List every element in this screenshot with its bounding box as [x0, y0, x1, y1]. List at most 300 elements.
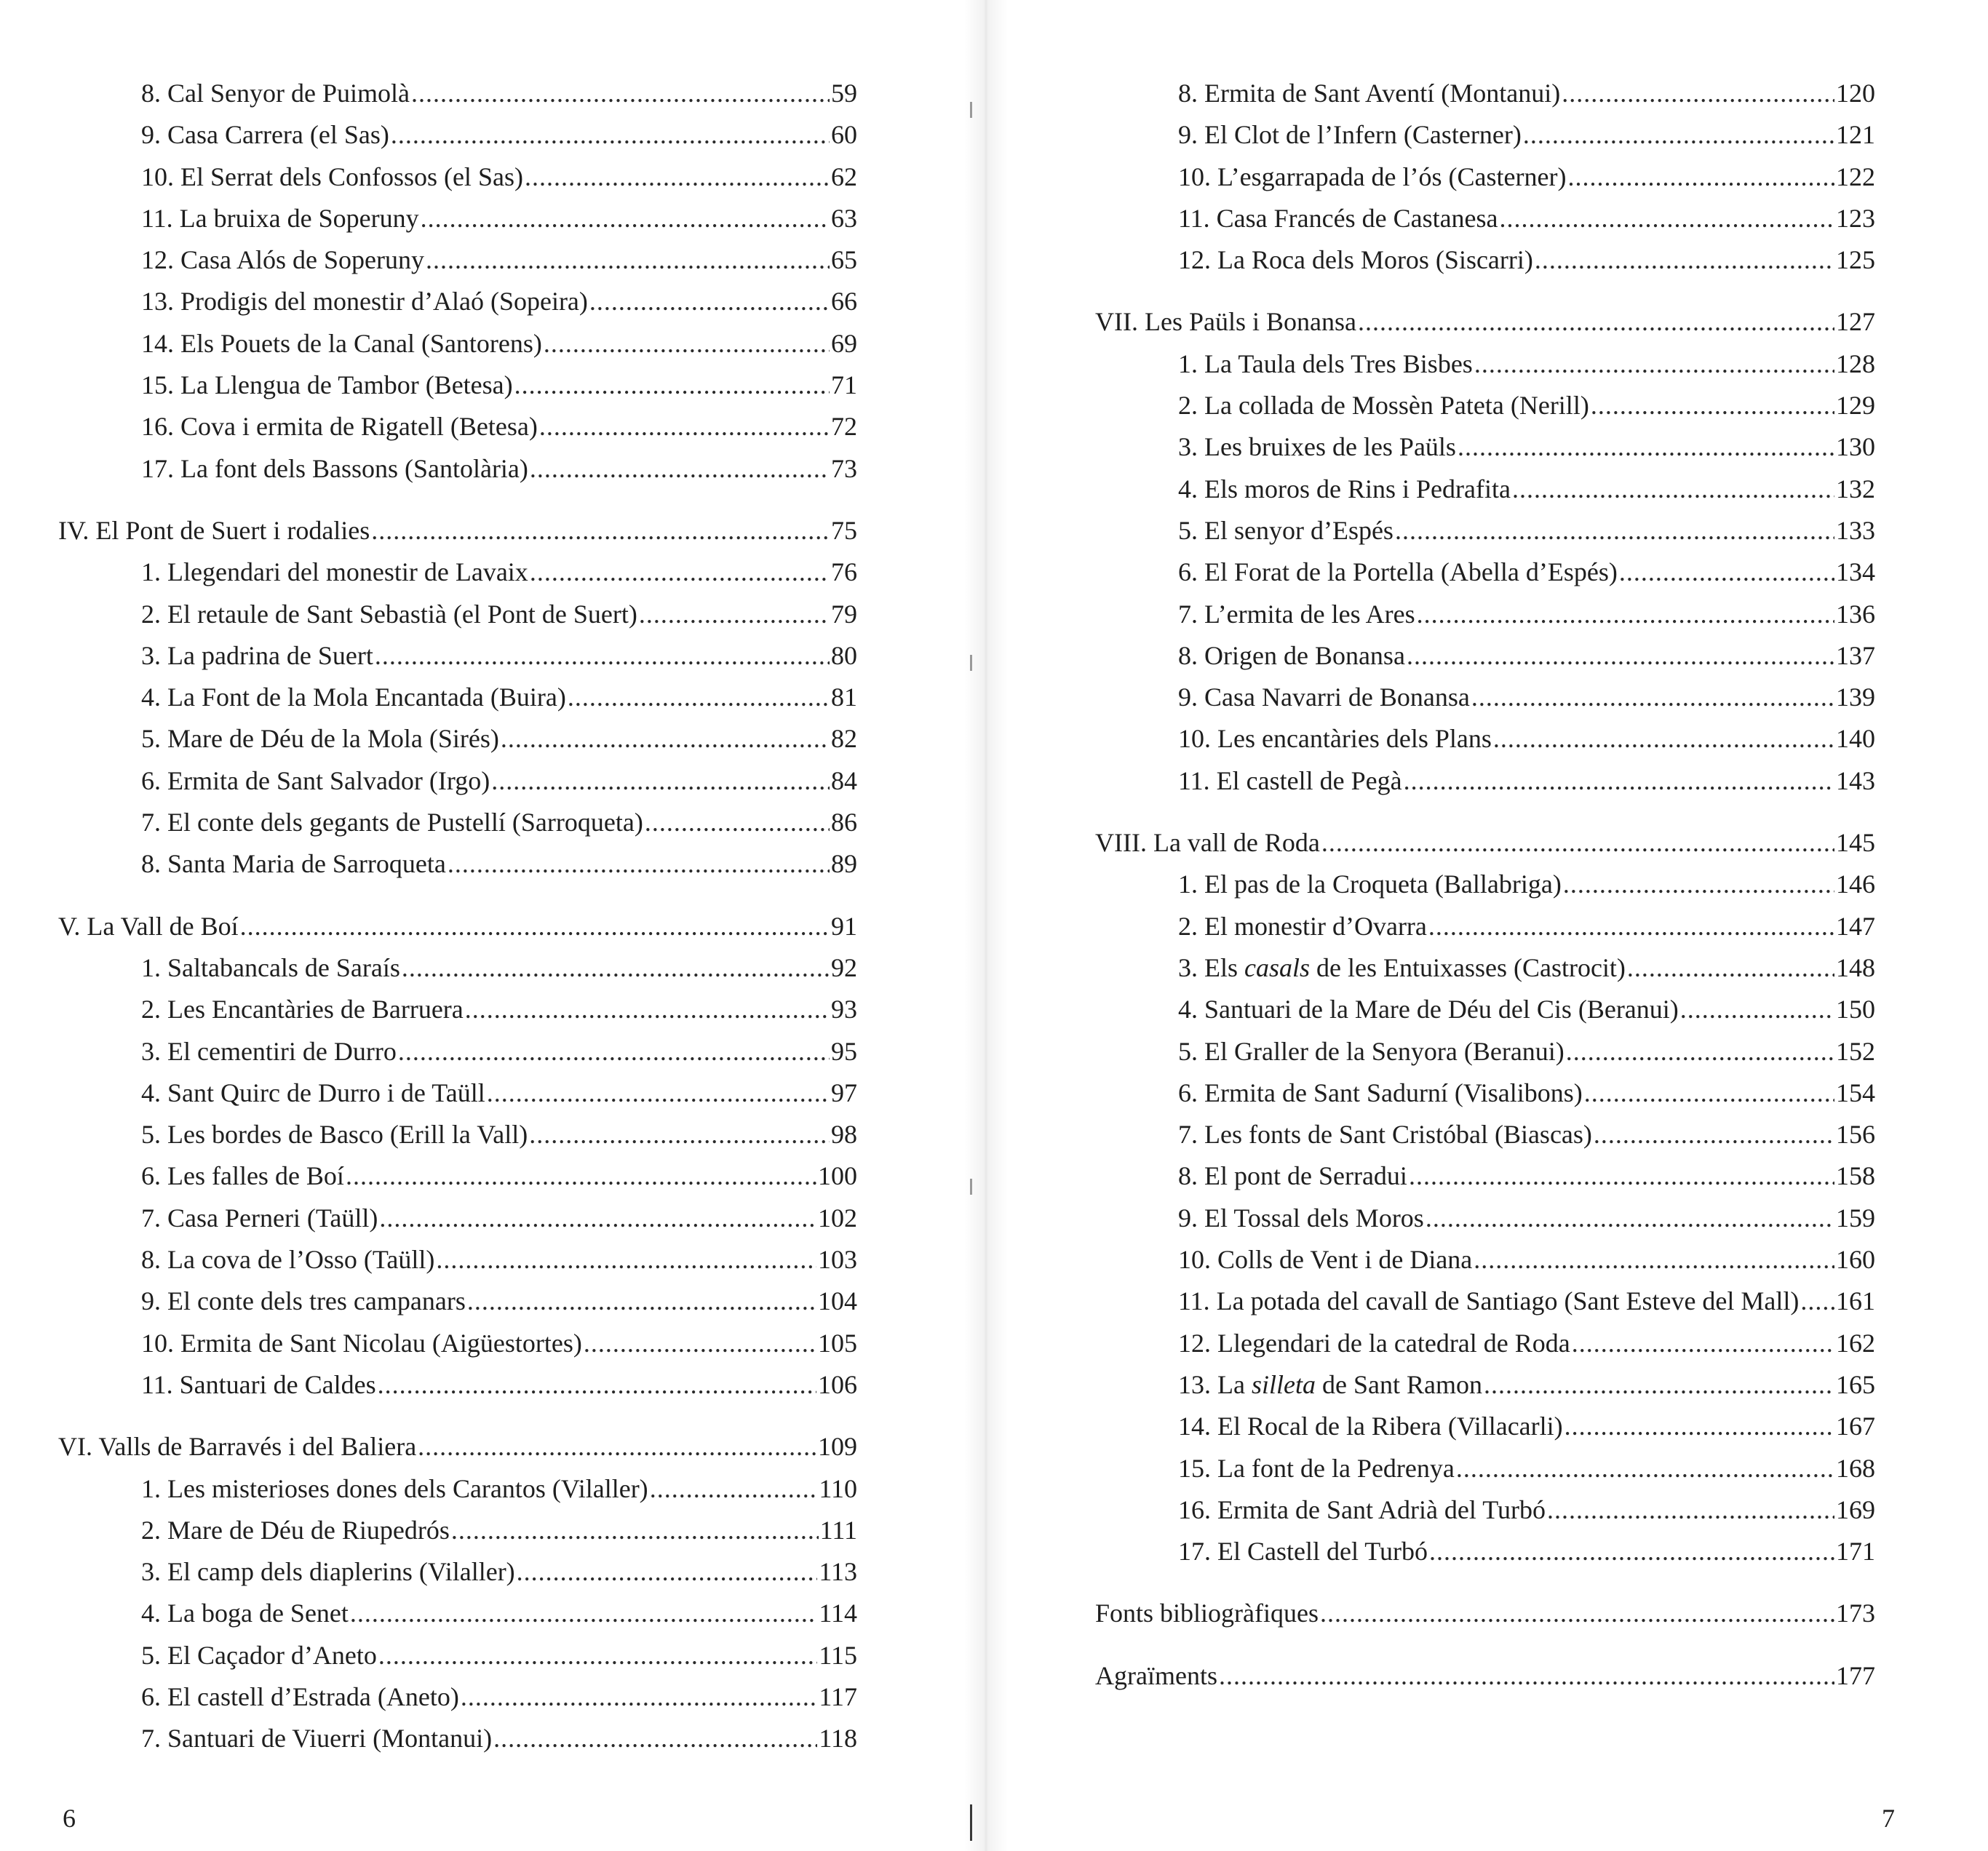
dot-leader [1320, 1593, 1834, 1634]
toc-entry-row [1095, 239, 1875, 281]
toc-page-number: 92 [831, 952, 857, 982]
toc-page-number: 93 [831, 995, 857, 1024]
toc-page-number: 73 [831, 453, 857, 483]
toc-entry-title: VIII. La vall de Roda [1095, 828, 1320, 858]
toc-page-number: 159 [1836, 1203, 1875, 1233]
toc-entry-row [58, 594, 857, 635]
toc-entry-title: 2. Les Encantàries de Barruera [141, 995, 464, 1024]
toc-entry-row [58, 156, 857, 198]
toc-entry-row [58, 1364, 857, 1406]
dot-leader [375, 635, 830, 677]
dot-leader [240, 906, 830, 947]
toc-entry-row [58, 73, 857, 114]
dot-leader [346, 1155, 816, 1197]
toc-entry-row [58, 552, 857, 593]
dot-leader [501, 718, 830, 760]
dot-leader [411, 73, 830, 114]
toc-entry-row [58, 718, 857, 760]
dot-leader [402, 947, 830, 989]
toc-page-number: 165 [1836, 1369, 1875, 1399]
page-number-left: 6 [63, 1804, 76, 1833]
toc-entry-row [58, 1676, 857, 1718]
toc-entry-row [1095, 906, 1875, 947]
toc-chapter-row [58, 510, 857, 552]
toc-entry-title: 3. El cementiri de Durro [141, 1036, 397, 1066]
toc-entry-title: 7. El conte dels gegants de Pustellí (Sarroqueta) [141, 808, 643, 837]
toc-entry-row [58, 989, 857, 1030]
toc-entry-title: 6. El Forat de la Portella (Abella d’Espés) [1178, 557, 1618, 587]
toc-entry-row [1095, 1323, 1875, 1364]
toc-entry-title: 3. El camp dels diaplerins (Vilaller) [141, 1557, 515, 1587]
dot-leader [539, 406, 830, 447]
dot-leader [493, 1718, 817, 1759]
dot-leader [378, 1635, 817, 1676]
toc-page-number: 130 [1836, 432, 1875, 462]
toc-entry-row [58, 323, 857, 365]
dot-leader [436, 1239, 816, 1281]
toc-page-number: 89 [831, 849, 857, 879]
dot-leader [1409, 1155, 1834, 1197]
toc-entry-title: 9. El Tossal dels Moros [1178, 1203, 1424, 1233]
toc-page-number: 121 [1836, 120, 1875, 150]
toc-page-number: 147 [1836, 911, 1875, 941]
toc-entry-row [58, 1031, 857, 1072]
toc-entry-row [58, 677, 857, 718]
dot-leader [451, 1510, 819, 1551]
toc-entry-row [58, 1114, 857, 1155]
toc-entry-title: 8. El pont de Serradui [1178, 1161, 1407, 1191]
dot-leader [584, 1323, 816, 1364]
toc-entry-title: Agraïments [1095, 1660, 1217, 1690]
toc-entry-title: 12. La Roca dels Moros (Siscarri) [1178, 245, 1533, 275]
toc-entry-row [58, 281, 857, 322]
dot-leader [1619, 552, 1834, 593]
toc-page-number: 62 [831, 162, 857, 191]
toc-entry-row [1095, 114, 1875, 156]
toc-entry-title: VII. Les Paüls i Bonansa [1095, 307, 1356, 337]
dot-leader [1566, 1031, 1834, 1072]
toc-page-number: 143 [1836, 765, 1875, 795]
toc-entry-row [1095, 1406, 1875, 1447]
dot-leader [1547, 1489, 1834, 1531]
dot-leader [1429, 1531, 1834, 1572]
toc-entry-title: 8. Cal Senyor de Puimolà [141, 79, 410, 108]
dot-leader [1395, 510, 1834, 552]
toc-entry-title: 6. Les falles de Boí [141, 1161, 344, 1191]
toc-page-number: 102 [818, 1203, 857, 1233]
toc-entry-title: 5. El Graller de la Senyora (Beranui) [1178, 1036, 1564, 1066]
toc-entry-title: 11. La potada del cavall de Santiago (Sant Esteve del Mall) [1178, 1286, 1800, 1316]
dot-leader [1523, 114, 1834, 156]
toc-entry-title: 6. El castell d’Estrada (Aneto) [141, 1681, 459, 1711]
toc-entry-title: 17. La font dels Bassons (Santolària) [141, 453, 528, 483]
toc-entry-title: 15. La Llengua de Tambor (Betesa) [141, 370, 513, 400]
toc-entry-row [58, 448, 857, 490]
toc-page-number: 84 [831, 765, 857, 795]
toc-page-number: 156 [1836, 1120, 1875, 1150]
dot-leader [568, 677, 830, 718]
dot-leader [1428, 906, 1834, 947]
toc-page-number: 158 [1836, 1161, 1875, 1191]
toc-page-number: 168 [1836, 1453, 1875, 1483]
toc-entry-row [58, 114, 857, 156]
toc-entry-row [1095, 385, 1875, 426]
dot-leader [514, 365, 830, 406]
toc-page-number: 162 [1836, 1328, 1875, 1358]
toc-entry-row [1095, 1489, 1875, 1531]
toc-entry-row [58, 1593, 857, 1634]
toc-page-number: 134 [1836, 557, 1875, 587]
toc-entry-title: Fonts bibliogràfiques [1095, 1599, 1319, 1628]
dot-leader [1800, 1281, 1834, 1322]
toc-entry-title: 10. Les encantàries dels Plans [1178, 724, 1492, 754]
toc-entry-title: V. La Vall de Boí [58, 911, 239, 941]
toc-page-number: 110 [819, 1473, 857, 1503]
toc-entry-row [1095, 1239, 1875, 1281]
toc-entry-row [1095, 198, 1875, 239]
toc-entry-row [58, 947, 857, 989]
toc-entry-row [1095, 864, 1875, 905]
toc-page-number: 69 [831, 328, 857, 358]
dot-leader [487, 1072, 830, 1114]
toc-entry-title: 5. Les bordes de Basco (Erill la Vall) [141, 1120, 528, 1150]
dot-leader [1474, 1239, 1834, 1281]
toc-page-number: 171 [1836, 1537, 1875, 1567]
page-number-right: 7 [1882, 1804, 1895, 1833]
dot-leader [1474, 343, 1834, 385]
toc-entry-title: 15. La font de la Pedrenya [1178, 1453, 1455, 1483]
toc-page-number: 128 [1836, 349, 1875, 378]
toc-page-number: 123 [1836, 203, 1875, 233]
toc-page-number: 127 [1836, 307, 1875, 337]
toc-page-number: 118 [819, 1724, 857, 1754]
toc-chapter-row [1095, 1655, 1875, 1697]
toc-entry-title: 17. El Castell del Turbó [1178, 1537, 1428, 1567]
toc-entry-row [1095, 594, 1875, 635]
toc-list-right [1095, 73, 1875, 1697]
toc-page-number: 63 [831, 203, 857, 233]
toc-entry-title: 5. Mare de Déu de la Mola (Sirés) [141, 724, 499, 754]
dot-leader [421, 198, 830, 239]
toc-entry-title: 7. Casa Perneri (Taüll) [141, 1203, 378, 1233]
dot-leader [1404, 760, 1834, 802]
toc-entry-row [1095, 73, 1875, 114]
toc-entry-title: 8. Origen de Bonansa [1178, 640, 1405, 670]
toc-entry-title: 8. Ermita de Sant Aventí (Montanui) [1178, 79, 1561, 108]
dot-leader [645, 802, 830, 843]
toc-entry-row [1095, 947, 1875, 989]
toc-entry-title: 9. Casa Carrera (el Sas) [141, 120, 389, 150]
toc-entry-row [58, 1281, 857, 1322]
dot-leader [461, 1676, 817, 1718]
toc-entry-title: 3. Els casals de les Entuixasses (Castrocit) [1178, 952, 1626, 982]
toc-entry-title: 10. El Serrat dels Confossos (el Sas) [141, 162, 523, 191]
toc-entry-row [58, 1510, 857, 1551]
toc-page-number: 129 [1836, 391, 1875, 421]
dot-leader [1564, 1406, 1834, 1447]
toc-page-number: 60 [831, 120, 857, 150]
toc-entry-title: 8. La cova de l’Osso (Taüll) [141, 1245, 435, 1275]
dot-leader [1321, 822, 1834, 864]
toc-page-number: 160 [1836, 1245, 1875, 1275]
toc-page-number: 75 [831, 515, 857, 545]
toc-chapter-row [58, 1426, 857, 1468]
toc-page-number: 104 [818, 1286, 857, 1316]
toc-entry-row [58, 1323, 857, 1364]
dot-leader [650, 1468, 818, 1510]
dot-leader [467, 1281, 816, 1322]
toc-entry-title: 4. Sant Quirc de Durro i de Taüll [141, 1078, 485, 1107]
toc-entry-row [1095, 156, 1875, 198]
toc-page-number: 109 [818, 1432, 857, 1462]
toc-entry-row [1095, 469, 1875, 510]
toc-entry-title: VI. Valls de Barravés i del Baliera [58, 1432, 417, 1462]
toc-page-number: 154 [1836, 1078, 1875, 1107]
toc-page-number: 161 [1836, 1286, 1875, 1316]
toc-entry-row [1095, 677, 1875, 718]
toc-entry-row [1095, 1114, 1875, 1155]
toc-entry-row [58, 760, 857, 802]
dot-leader [1358, 301, 1834, 343]
toc-entry-title: 1. Saltabancals de Saraís [141, 952, 400, 982]
toc-page-number: 113 [819, 1557, 857, 1587]
toc-entry-title: 14. Els Pouets de la Canal (Santorens) [141, 328, 542, 358]
toc-entry-title: 7. L’ermita de les Ares [1178, 599, 1415, 629]
toc-entry-row [58, 1468, 857, 1510]
dot-leader [398, 1031, 830, 1072]
toc-entry-row [58, 1239, 857, 1281]
dot-leader [426, 239, 830, 281]
toc-entry-row [1095, 1031, 1875, 1072]
dot-leader [371, 510, 830, 552]
toc-entry-title: 5. El senyor d’Espés [1178, 515, 1393, 545]
toc-entry-row [58, 843, 857, 885]
toc-entry-title: 7. Les fonts de Sant Cristóbal (Biascas) [1178, 1120, 1592, 1150]
toc-entry-title: 10. Colls de Vent i de Diana [1178, 1245, 1473, 1275]
toc-entry-title: IV. El Pont de Suert i rodalies [58, 515, 370, 545]
toc-page-number: 66 [831, 287, 857, 317]
toc-chapter-row [1095, 301, 1875, 343]
dot-leader [530, 448, 830, 490]
toc-entry-row [1095, 1281, 1875, 1322]
toc-entry-title: 1. Les misterioses dones dels Carantos (Vilaller) [141, 1473, 648, 1503]
toc-entry-title: 4. Els moros de Rins i Pedrafita [1178, 474, 1511, 503]
dot-leader [1627, 947, 1834, 989]
dot-leader [1493, 718, 1834, 760]
toc-page-number: 111 [819, 1515, 857, 1545]
toc-entry-title: 2. El retaule de Sant Sebastià (el Pont de Suert) [141, 599, 637, 629]
toc-entry-title: 6. Ermita de Sant Salvador (Irgo) [141, 765, 490, 795]
toc-page-number: 91 [831, 911, 857, 941]
dot-leader [1471, 677, 1834, 718]
dot-leader [465, 989, 830, 1030]
toc-entry-title: 11. El castell de Pegà [1178, 765, 1402, 795]
toc-page-number: 82 [831, 724, 857, 754]
left-page [0, 0, 982, 1851]
toc-entry-row [58, 198, 857, 239]
toc-page-number: 105 [818, 1328, 857, 1358]
dot-leader [1591, 385, 1834, 426]
toc-entry-title: 2. Mare de Déu de Riupedrós [141, 1515, 450, 1545]
toc-entry-row [1095, 1531, 1875, 1572]
toc-entry-title: 11. Santuari de Caldes [141, 1369, 376, 1399]
toc-list-left [58, 73, 857, 1760]
dot-leader [350, 1593, 817, 1634]
toc-page-number: 167 [1836, 1412, 1875, 1441]
toc-entry-row [1095, 989, 1875, 1030]
toc-page-number: 71 [831, 370, 857, 400]
dot-leader [1572, 1323, 1834, 1364]
dot-leader [1535, 239, 1834, 281]
toc-entry-title: 2. La collada de Mossèn Pateta (Nerill) [1178, 391, 1589, 421]
toc-entry-row [58, 406, 857, 447]
toc-page-number: 97 [831, 1078, 857, 1107]
toc-entry-row [58, 1155, 857, 1197]
toc-entry-row [1095, 426, 1875, 468]
dot-leader [1407, 635, 1834, 677]
dot-leader [589, 281, 830, 322]
toc-page-number: 150 [1836, 995, 1875, 1024]
dot-leader [1500, 198, 1834, 239]
dot-leader [418, 1426, 816, 1468]
toc-page-number: 139 [1836, 682, 1875, 712]
dot-leader [1484, 1364, 1834, 1406]
toc-entry-row [58, 365, 857, 406]
toc-entry-row [1095, 1448, 1875, 1489]
toc-page-number: 72 [831, 412, 857, 442]
toc-page-number: 137 [1836, 640, 1875, 670]
dot-leader [1219, 1655, 1834, 1697]
toc-entry-row [1095, 635, 1875, 677]
toc-entry-row [58, 1198, 857, 1239]
toc-entry-title: 10. Ermita de Sant Nicolau (Aigüestortes) [141, 1328, 582, 1358]
toc-page-number: 98 [831, 1120, 857, 1150]
dot-leader [1456, 1448, 1834, 1489]
toc-entry-title: 8. Santa Maria de Sarroqueta [141, 849, 446, 879]
toc-page-number: 65 [831, 245, 857, 275]
dot-leader [391, 114, 830, 156]
toc-entry-title: 4. Santuari de la Mare de Déu del Cis (Beranui) [1178, 995, 1679, 1024]
toc-page-number: 115 [819, 1640, 857, 1670]
dot-leader [379, 1198, 816, 1239]
toc-page-number: 148 [1836, 952, 1875, 982]
dot-leader [525, 156, 830, 198]
toc-entry-row [58, 239, 857, 281]
toc-page-number: 133 [1836, 515, 1875, 545]
toc-entry-title: 1. Llegendari del monestir de Lavaix [141, 557, 528, 587]
toc-entry-title: 16. Ermita de Sant Adrià del Turbó [1178, 1494, 1546, 1524]
dot-leader [378, 1364, 816, 1406]
toc-entry-title: 10. L’esgarrapada de l’ós (Casterner) [1178, 162, 1567, 191]
toc-entry-title: 9. Casa Navarri de Bonansa [1178, 682, 1470, 712]
toc-page-number: 125 [1836, 245, 1875, 275]
dot-leader [448, 843, 830, 885]
toc-entry-row [1095, 718, 1875, 760]
dot-leader [1584, 1072, 1834, 1114]
dot-leader [1426, 1198, 1834, 1239]
toc-entry-row [58, 1072, 857, 1114]
dot-leader [544, 323, 830, 365]
toc-page-number: 95 [831, 1036, 857, 1066]
toc-page-number: 120 [1836, 79, 1875, 108]
toc-entry-title: 9. El conte dels tres campanars [141, 1286, 466, 1316]
toc-entry-row [1095, 760, 1875, 802]
toc-page-number: 146 [1836, 869, 1875, 899]
toc-chapter-row [58, 906, 857, 947]
toc-page-number: 80 [831, 640, 857, 670]
toc-page-number: 103 [818, 1245, 857, 1275]
toc-page-number: 173 [1836, 1599, 1875, 1628]
toc-page-number: 76 [831, 557, 857, 587]
toc-entry-title: 13. Prodigis del monestir d’Alaó (Sopeira) [141, 287, 588, 317]
toc-page-number: 140 [1836, 724, 1875, 754]
toc-entry-row [1095, 1072, 1875, 1114]
dot-leader [529, 1114, 830, 1155]
toc-entry-row [1095, 510, 1875, 552]
toc-page-number: 86 [831, 808, 857, 837]
dot-leader [1458, 426, 1834, 468]
toc-entry-title: 3. La padrina de Suert [141, 640, 373, 670]
dot-leader [517, 1551, 818, 1593]
toc-entry-title: 16. Cova i ermita de Rigatell (Betesa) [141, 412, 538, 442]
toc-entry-title: 1. El pas de la Croqueta (Ballabriga) [1178, 869, 1562, 899]
toc-page-number: 79 [831, 599, 857, 629]
toc-page-number: 117 [819, 1681, 857, 1711]
toc-chapter-row [1095, 822, 1875, 864]
toc-page-number: 136 [1836, 599, 1875, 629]
toc-entry-title: 4. La boga de Senet [141, 1599, 349, 1628]
toc-entry-title: 1. La Taula dels Tres Bisbes [1178, 349, 1473, 378]
dot-leader [1562, 73, 1834, 114]
toc-page-number: 106 [818, 1369, 857, 1399]
toc-entry-title: 12. Casa Alós de Soperuny [141, 245, 424, 275]
toc-page-number: 100 [818, 1161, 857, 1191]
toc-entry-title: 12. Llegendari de la catedral de Roda [1178, 1328, 1570, 1358]
dot-leader [1417, 594, 1834, 635]
toc-entry-title: 3. Les bruixes de les Paüls [1178, 432, 1456, 462]
dot-leader [1512, 469, 1834, 510]
toc-entry-row [58, 1551, 857, 1593]
dot-leader [1680, 989, 1834, 1030]
right-page [982, 0, 1988, 1851]
dot-leader [639, 594, 830, 635]
dot-leader [1594, 1114, 1834, 1155]
dot-leader [530, 552, 830, 593]
toc-entry-row [1095, 343, 1875, 385]
toc-chapter-row [1095, 1593, 1875, 1634]
toc-page-number: 132 [1836, 474, 1875, 503]
dot-leader [491, 760, 830, 802]
toc-entry-title: 5. El Caçador d’Aneto [141, 1640, 377, 1670]
toc-page-number: 169 [1836, 1494, 1875, 1524]
toc-entry-row [1095, 1364, 1875, 1406]
toc-page-number: 114 [819, 1599, 857, 1628]
toc-entry-row [1095, 1198, 1875, 1239]
dot-leader [1567, 156, 1834, 198]
toc-entry-row [1095, 1155, 1875, 1197]
toc-entry-row [1095, 552, 1875, 593]
toc-entry-title: 11. Casa Francés de Castanesa [1178, 203, 1498, 233]
toc-entry-title: 9. El Clot de l’Infern (Casterner) [1178, 120, 1522, 150]
toc-entry-title: 11. La bruixa de Soperuny [141, 203, 419, 233]
toc-page-number: 145 [1836, 828, 1875, 858]
dot-leader [1563, 864, 1834, 905]
toc-entry-title: 14. El Rocal de la Ribera (Villacarli) [1178, 1412, 1563, 1441]
toc-entry-row [58, 635, 857, 677]
toc-entry-title: 7. Santuari de Viuerri (Montanui) [141, 1724, 493, 1754]
toc-entry-title: 4. La Font de la Mola Encantada (Buira) [141, 682, 566, 712]
toc-page-number: 177 [1836, 1660, 1875, 1690]
